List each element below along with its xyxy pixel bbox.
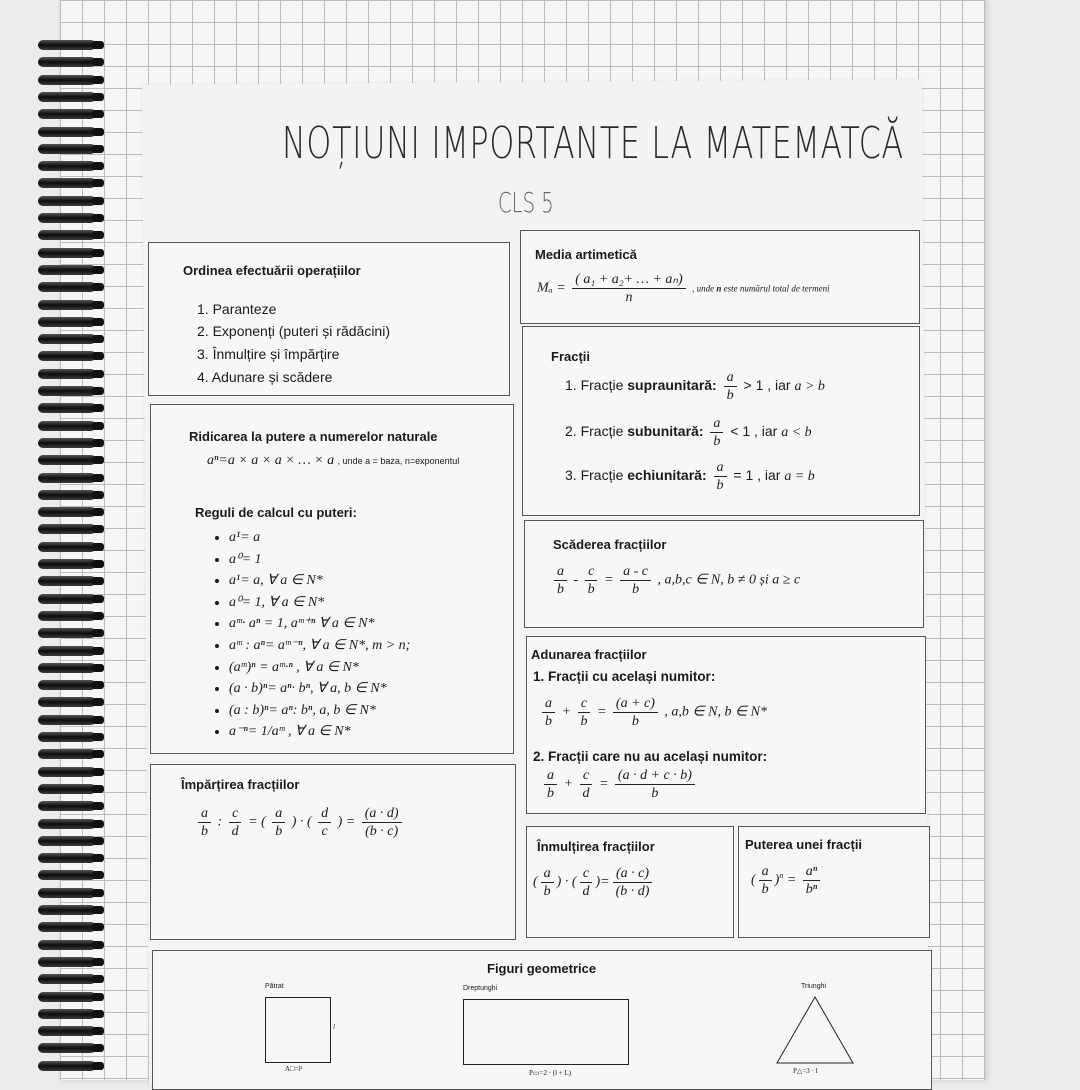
- equals: =: [604, 572, 614, 588]
- fraction-condition: a < b: [781, 425, 812, 441]
- power-formula: aⁿ=a × a × a × … × a: [207, 453, 335, 468]
- spiral-coil: [38, 178, 96, 188]
- spiral-coil: [38, 490, 96, 500]
- spiral-coil: [38, 196, 96, 206]
- order-item: 3. Înmulțire și împărțire: [197, 346, 340, 362]
- numerator: c: [580, 865, 592, 883]
- spiral-coil: [38, 628, 96, 638]
- close-paren: ): [595, 874, 601, 890]
- close-paren: ): [337, 814, 343, 830]
- fraction-condition: a = b: [784, 469, 815, 485]
- fraction-addition-box: [526, 636, 926, 814]
- spiral-coil: [38, 1061, 96, 1071]
- fraction: [615, 767, 695, 802]
- triangle-label: Triunghi: [801, 983, 827, 990]
- equals: =: [600, 874, 610, 890]
- power-note: , unde a = baza, n=exponentul: [337, 456, 460, 466]
- fraction-relation: < 1 , iar: [730, 423, 782, 440]
- fraction-type: subunitară:: [627, 423, 704, 440]
- arithmetic-mean-box: [520, 230, 920, 324]
- mean-heading: Media artimetică: [535, 247, 637, 262]
- fraction-type-item: [565, 415, 812, 450]
- denominator: c: [321, 824, 328, 839]
- denominator: b: [713, 434, 721, 449]
- equals: =: [596, 704, 607, 720]
- spiral-coil: [38, 144, 96, 154]
- spiral-binding: [38, 40, 108, 1080]
- equals-open: = (: [248, 814, 266, 830]
- numerator: (a · d + c · b): [615, 767, 695, 785]
- numerator: a: [544, 767, 557, 785]
- page-title: NOȚIUNI IMPORTANTE LA MATEMATCĂ: [282, 118, 904, 169]
- numerator: (a + c): [613, 695, 658, 713]
- denominator: d: [231, 824, 239, 839]
- spiral-coil: [38, 455, 96, 465]
- addition-same-denominator: 1. Fracții cu același numitor:: [533, 669, 716, 684]
- spiral-coil: [38, 905, 96, 915]
- spiral-coil: [38, 922, 96, 932]
- fraction-type: echiunitară:: [627, 467, 707, 484]
- fraction-subtraction-box: [524, 520, 924, 628]
- division-heading: Împărțirea fracțiilor: [181, 777, 300, 792]
- spiral-coil: [38, 594, 96, 604]
- fraction-prefix: 2. Fracție: [565, 423, 628, 440]
- denominator: b: [543, 884, 551, 899]
- power-rules-list: [211, 527, 410, 743]
- multiplication-formula: [533, 865, 655, 900]
- denominator: bⁿ: [805, 882, 818, 897]
- denominator: b: [631, 714, 639, 729]
- power-rule: • a¹= a, ∀ a ∈ N*: [229, 570, 410, 592]
- spiral-coil: [38, 92, 96, 102]
- fraction: [613, 695, 658, 730]
- addition-formula-2: [541, 767, 698, 802]
- page-subtitle: CLS 5: [498, 186, 554, 219]
- fraction: [554, 563, 567, 598]
- powers-box: [150, 404, 514, 754]
- spiral-coil: [38, 213, 96, 223]
- exponent: n: [779, 871, 784, 881]
- numerator: a: [541, 865, 554, 883]
- spiral-coil: [38, 248, 96, 258]
- fraction-division-box: [150, 764, 516, 940]
- denominator: b: [716, 478, 724, 493]
- spiral-coil: [38, 161, 96, 171]
- numerator: c: [580, 767, 592, 785]
- numerator: d: [318, 805, 331, 823]
- mean-fraction: [572, 271, 685, 306]
- order-item: 1. Paranteze: [197, 301, 277, 317]
- fraction-prefix: 1. Fracție: [565, 377, 628, 394]
- operator: -: [573, 572, 579, 588]
- spiral-coil: [38, 75, 96, 85]
- square-formula: A□=l²: [285, 1065, 303, 1073]
- open-paren: (: [533, 874, 538, 890]
- denominator: b: [275, 824, 283, 839]
- numerator: a: [724, 369, 737, 387]
- triangle-shape: [775, 995, 855, 1065]
- denominator: b: [651, 786, 659, 801]
- spiral-coil: [38, 749, 96, 759]
- numerator: c: [229, 805, 241, 823]
- spiral-coil: [38, 351, 96, 361]
- fraction: [580, 865, 593, 900]
- times: ) · (: [291, 814, 312, 830]
- order-heading: Ordinea efectuării operațiilor: [183, 263, 361, 278]
- spiral-coil: [38, 473, 96, 483]
- spiral-coil: [38, 663, 96, 673]
- spiral-coil: [38, 1009, 96, 1019]
- spiral-coil: [38, 403, 96, 413]
- fraction: [318, 805, 331, 840]
- spiral-coil: [38, 801, 96, 811]
- mean-denominator: n: [625, 290, 633, 305]
- fraction: [803, 863, 820, 898]
- geometric-figures-box: [152, 950, 932, 1090]
- fraction-power-formula: [751, 863, 823, 898]
- numerator: a: [198, 805, 211, 823]
- spiral-coil: [38, 438, 96, 448]
- multiplication-heading: Înmulțirea fracțiilor: [537, 839, 655, 854]
- spiral-coil: [38, 57, 96, 67]
- numerator: a: [759, 863, 772, 881]
- powers-heading: Ridicarea la putere a numerelor naturale: [189, 429, 438, 444]
- operator: +: [563, 776, 573, 792]
- numerator: a: [554, 563, 567, 581]
- open-paren: (: [751, 872, 756, 888]
- spiral-coil: [38, 317, 96, 327]
- spiral-coil: [38, 230, 96, 240]
- spiral-coil: [38, 421, 96, 431]
- power-rule: • a⁻ⁿ= 1/aᵐ , ∀ a ∈ N*: [229, 721, 410, 743]
- spiral-coil: [38, 784, 96, 794]
- rectangle-label: Dreptunghi: [463, 985, 498, 992]
- spiral-coil: [38, 507, 96, 517]
- addition-heading: Adunarea fracțiilor: [531, 647, 647, 662]
- denominator: b: [201, 824, 208, 839]
- square-label: Pătrat: [265, 983, 284, 990]
- fraction-type: supraunitară:: [627, 377, 717, 394]
- times: ) · (: [556, 874, 577, 890]
- division-formula: [195, 805, 405, 840]
- fraction-type-item: [565, 459, 815, 494]
- numerator: a: [542, 695, 555, 713]
- spiral-coil: [38, 386, 96, 396]
- mean-lhs: Mₐ =: [537, 280, 566, 296]
- spiral-coil: [38, 282, 96, 292]
- equals: =: [598, 776, 609, 792]
- fraction-power-box: [738, 826, 930, 938]
- fraction-relation: > 1 , iar: [743, 377, 795, 394]
- fraction: [759, 863, 772, 898]
- spiral-coil: [38, 1043, 96, 1053]
- fraction-symbol: [714, 459, 727, 494]
- fraction: [544, 767, 557, 802]
- spiral-coil: [38, 559, 96, 569]
- fraction: [579, 767, 592, 802]
- figures-heading: Figuri geometrice: [487, 961, 597, 976]
- fraction-symbol: [724, 369, 737, 404]
- condition: , a,b,c ∈ N, b ≠ 0 și a ≥ c: [657, 572, 801, 588]
- spiral-coil: [38, 836, 96, 846]
- power-rule: • aᵐ· aⁿ = 1, aᵐ⁺ⁿ ∀ a ∈ N*: [229, 613, 410, 635]
- spiral-coil: [38, 940, 96, 950]
- fraction-prefix: 3. Fracție: [565, 467, 628, 484]
- spiral-coil: [38, 974, 96, 984]
- fraction-power-heading: Puterea unei fracții: [745, 837, 863, 852]
- denominator: b: [547, 786, 554, 801]
- spiral-coil: [38, 611, 96, 621]
- mean-formula: [537, 271, 830, 306]
- denominator: b: [580, 714, 588, 729]
- power-definition: [207, 453, 459, 469]
- fraction: [198, 805, 211, 840]
- fraction: [585, 563, 598, 598]
- operator: +: [561, 704, 571, 720]
- fractions-heading: Fracții: [551, 349, 591, 364]
- power-rule: • (aᵐ)ⁿ = aᵐ·ⁿ , ∀ a ∈ N*: [229, 657, 410, 679]
- spiral-coil: [38, 732, 96, 742]
- fraction-multiplication-box: [526, 826, 734, 938]
- order-item: 2. Exponenți (puteri și rădăcini): [197, 323, 390, 339]
- denominator: (b · d): [615, 884, 650, 899]
- close-paren: ): [774, 872, 780, 888]
- spiral-coil: [38, 767, 96, 777]
- rectangle-shape: [463, 999, 629, 1065]
- spiral-coil: [38, 819, 96, 829]
- subtraction-formula: [551, 563, 800, 598]
- mean-note-bold: n: [716, 283, 722, 294]
- spiral-coil: [38, 697, 96, 707]
- fraction: [541, 865, 554, 900]
- fraction: [229, 805, 242, 840]
- spiral-coil: [38, 369, 96, 379]
- denominator: b: [761, 882, 769, 897]
- power-rule: • a⁰= 1, ∀ a ∈ N*: [229, 592, 410, 614]
- triangle-formula: P△=3 · l: [793, 1067, 818, 1075]
- spiral-coil: [38, 870, 96, 880]
- mean-note-pre: , unde: [692, 283, 717, 294]
- numerator: c: [578, 695, 590, 713]
- spiral-coil: [38, 853, 96, 863]
- spiral-coil: [38, 646, 96, 656]
- spiral-coil: [38, 109, 96, 119]
- operator: :: [217, 814, 223, 830]
- fraction: [362, 805, 402, 840]
- fraction-symbol: [710, 415, 723, 450]
- spiral-coil: [38, 542, 96, 552]
- order-of-operations-box: [148, 242, 510, 396]
- denominator: d: [582, 786, 590, 801]
- fraction-type-item: [565, 369, 825, 404]
- spiral-coil: [38, 127, 96, 137]
- fraction: [577, 695, 590, 730]
- mean-numerator: ( a₁ + a₂+ … + aₙ): [572, 271, 685, 289]
- fraction: [620, 563, 651, 598]
- power-rule: • (a : b)ⁿ= aⁿ: bⁿ, a, b ∈ N*: [229, 700, 410, 722]
- spiral-coil: [38, 334, 96, 344]
- fractions-box: [522, 326, 920, 516]
- denominator: b: [632, 582, 640, 597]
- square-shape: [265, 997, 331, 1063]
- denominator: b: [726, 388, 734, 403]
- denominator: d: [582, 884, 590, 899]
- rectangle-formula: P▭=2 · (l + L): [529, 1069, 572, 1077]
- spiral-coil: [38, 576, 96, 586]
- power-rules-heading: Reguli de calcul cu puteri:: [195, 505, 357, 520]
- spiral-coil: [38, 715, 96, 725]
- spiral-coil: [38, 992, 96, 1002]
- numerator: c: [585, 563, 597, 581]
- addition-different-denominator: 2. Fracții care nu au același numitor:: [533, 749, 768, 764]
- condition: , a,b ∈ N, b ∈ N*: [664, 704, 767, 720]
- subtraction-heading: Scăderea fracțiilor: [553, 537, 667, 552]
- denominator: b: [545, 714, 552, 729]
- spiral-coil: [38, 40, 96, 50]
- spiral-coil: [38, 957, 96, 967]
- fraction: [272, 805, 285, 840]
- spiral-coil: [38, 680, 96, 690]
- square-side: l: [333, 1023, 335, 1031]
- numerator: a: [714, 459, 727, 477]
- denominator: (b · c): [365, 824, 399, 839]
- numerator: (a · d): [362, 805, 402, 823]
- denominator: b: [587, 582, 595, 597]
- spiral-coil: [38, 1026, 96, 1036]
- numerator: aⁿ: [803, 863, 820, 881]
- power-rule: • (a · b)ⁿ= aⁿ· bⁿ, ∀ a, b ∈ N*: [229, 678, 410, 700]
- order-item: 4. Adunare și scădere: [197, 369, 333, 385]
- numerator: a - c: [620, 563, 651, 581]
- mean-note-post: este numărul total de termeni: [721, 283, 830, 294]
- fraction-condition: a > b: [794, 379, 825, 395]
- spiral-coil: [38, 265, 96, 275]
- fraction-relation: = 1 , iar: [733, 467, 785, 484]
- power-rule: • a⁰= 1: [229, 549, 410, 571]
- numerator: a: [272, 805, 285, 823]
- spiral-coil: [38, 524, 96, 534]
- power-rule: • aᵐ : aⁿ= aᵐ⁻ⁿ, ∀ a ∈ N*, m > n;: [229, 635, 410, 657]
- spiral-coil: [38, 888, 96, 898]
- denominator: b: [557, 582, 564, 597]
- spiral-coil: [38, 300, 96, 310]
- numerator: a: [710, 415, 723, 433]
- equals: =: [345, 814, 356, 830]
- equals: =: [786, 872, 797, 888]
- addition-formula-1: [539, 695, 767, 730]
- fraction: [613, 865, 653, 900]
- power-rule: • a¹= a: [229, 527, 410, 549]
- numerator: (a · c): [613, 865, 652, 883]
- fraction: [542, 695, 555, 730]
